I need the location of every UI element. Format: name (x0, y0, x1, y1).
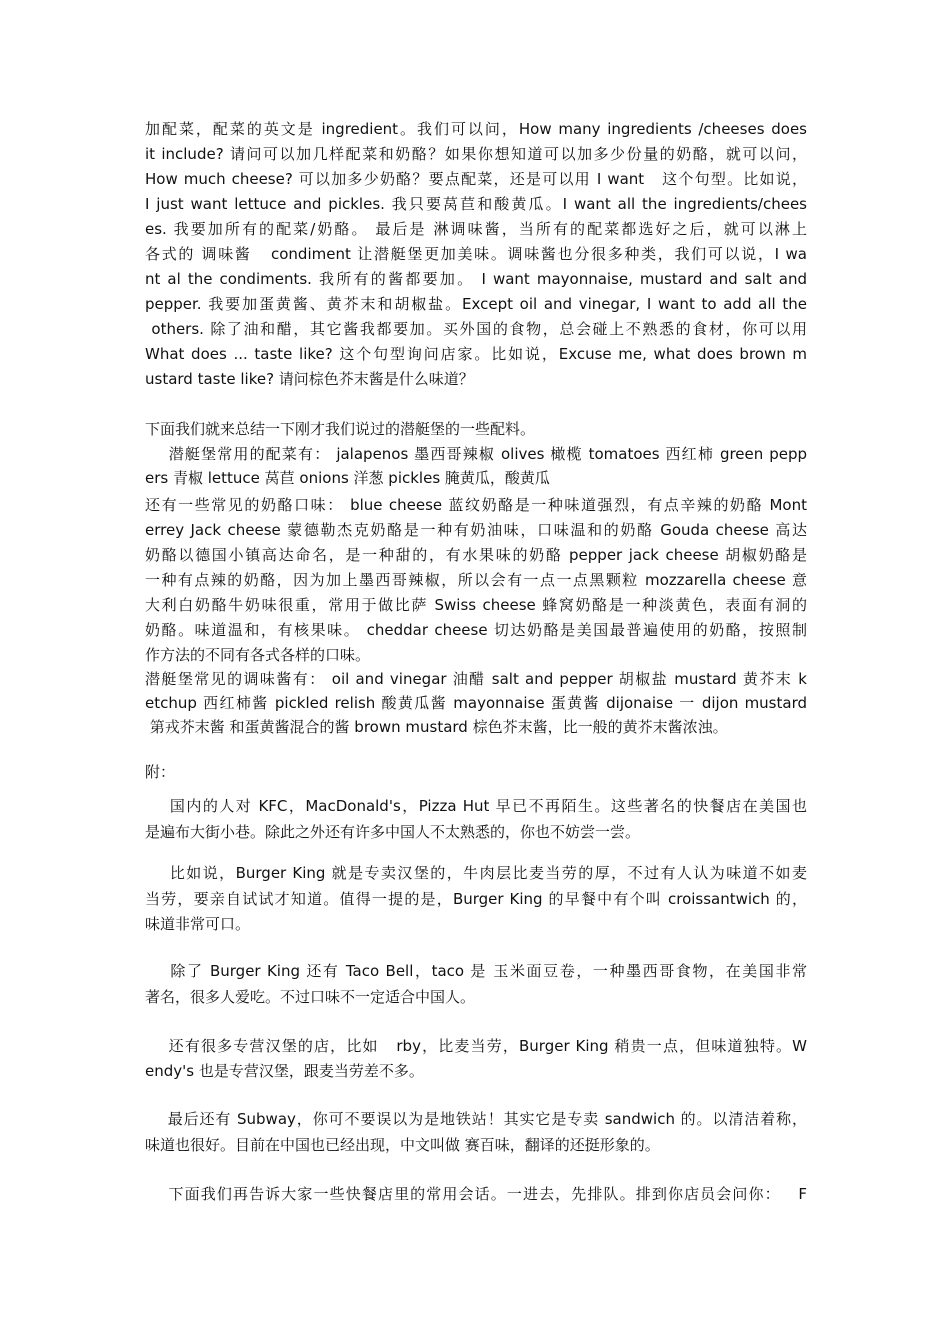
text-line: 潜艇堡常用的配菜有： jalapenos 墨西哥辣椒 olives 橄榄 tomatoes 西红柿 green pepp (145, 445, 807, 463)
text-line: 味道也很好。目前在中国也已经出现，中文叫做 赛百味，翻译的还挺形象的。 (145, 1136, 660, 1154)
text-line: 大利白奶酪牛奶味很重，常用于做比萨 Swiss cheese 蜂窝奶酪是一种淡黄色，表面有洞的 (145, 596, 807, 614)
text-line: 除了 Burger King 还有 Taco Bell，taco 是 玉米面豆卷，一种墨西哥食物，在美国非常 (145, 962, 807, 980)
text-line: it include? 请问可以加几样配菜和奶酪？如果你想知道可以加多少份量的奶酪，就可以问， (145, 145, 807, 163)
text-line: pepper. 我要加蛋黄酱、黄芥末和胡椒盐。Except oil and vinegar, I want to add all the (145, 295, 807, 313)
text-line: What does ... taste like? 这个句型询问店家。比如说，Excuse me, what does brown m (145, 345, 807, 363)
text-line: 比如说，Burger King 就是专卖汉堡的，牛肉层比麦当劳的厚，不过有人认为味道不如麦 (145, 864, 807, 882)
text-line: endy's 也是专营汉堡，跟麦当劳差不多。 (145, 1062, 424, 1080)
text-line: errey Jack cheese 蒙德勒杰克奶酪是一种有奶油味，口味温和的奶酪 Gouda cheese 高达 (145, 521, 807, 539)
text-line: ers 青椒 lettuce 莴苣 onions 洋葱 pickles 腌黄瓜，酸黄瓜 (145, 469, 550, 487)
text-line: 下面我们再告诉大家一些快餐店里的常用会话。一进去，先排队。排到你店员会问你： F (145, 1185, 807, 1203)
text-line: es. 我要加所有的配菜/奶酪。 最后是 淋调味酱，当所有的配菜都选好之后，就可以淋上 (145, 220, 807, 238)
text-line: 下面我们就来总结一下刚才我们说过的潜艇堡的一些配料。 (145, 420, 536, 438)
text-line: 还有一些常见的奶酪口味： blue cheese 蓝纹奶酪是一种味道强烈，有点辛辣的奶酪 Mont (145, 496, 807, 514)
text-line: 是遍布大街小巷。除此之外还有许多中国人不太熟悉的，你也不妨尝一尝。 (145, 823, 641, 841)
text-line: 奶酪以德国小镇高达命名，是一种甜的，有水果味的奶酪 pepper jack cheese 胡椒奶酪是 (145, 546, 807, 564)
text-line: I just want lettuce and pickles. 我只要莴苣和酸黄瓜。I want all the ingredients/chees (145, 195, 807, 213)
text-line: 奶酪。味道温和，有核果味。 cheddar cheese 切达奶酪是美国最普遍使用的奶酪，按照制 (145, 621, 807, 639)
text-line: 附： (145, 763, 176, 781)
text-line: etchup 西红柿酱 pickled relish 酸黄瓜酱 mayonnaise 蛋黄酱 dijonaise 一 dijon mustard (145, 694, 807, 712)
text-line: 当劳，要亲自试试才知道。值得一提的是，Burger King 的早餐中有个叫 croissantwich 的， (145, 890, 807, 908)
text-line: ustard taste like? 请问棕色芥末酱是什么味道？ (145, 370, 474, 388)
text-line: nt al the condiments. 我所有的酱都要加。 I want mayonnaise, mustard and salt and (145, 270, 807, 288)
text-line: 还有很多专营汉堡的店，比如 rby，比麦当劳，Burger King 稍贵一点，但味道独特。W (145, 1037, 807, 1055)
text-line: How much cheese? 可以加多少奶酪？要点配菜，还是可以用 I want 这个句型。比如说， (145, 170, 807, 188)
text-line: 潜艇堡常见的调味酱有： oil and vinegar 油醋 salt and pepper 胡椒盐 mustard 黄芥末 k (145, 670, 807, 688)
text-line: 加配菜，配菜的英文是 ingredient。我们可以问，How many ingredients /cheeses does (145, 120, 807, 138)
text-line: 各式的 调味酱 condiment 让潜艇堡更加美味。调味酱也分很多种类，我们可以说，I wa (145, 245, 807, 263)
text-line: 味道非常可口。 (145, 915, 251, 933)
text-line: 国内的人对 KFC，MacDonald's，Pizza Hut 早已不再陌生。这些著名的快餐店在美国也 (145, 797, 807, 815)
text-line: others. 除了油和醋，其它酱我都要加。买外国的食物，总会碰上不熟悉的食材，你可以用 (145, 320, 807, 338)
text-line: 一种有点辣的奶酪，因为加上墨西哥辣椒，所以会有一点一点黑颗粒 mozzarella cheese 意 (145, 571, 807, 589)
text-line: 著名，很多人爱吃。不过口味不一定适合中国人。 (145, 988, 476, 1006)
text-line: 第戎芥末酱 和蛋黄酱混合的酱 brown mustard 棕色芥末酱，比一般的黄芥末酱浓浊。 (145, 718, 728, 736)
text-line: 作方法的不同有各式各样的口味。 (145, 646, 371, 664)
text-line: 最后还有 Subway，你可不要误以为是地铁站！其实它是专卖 sandwich 的。以清洁着称， (145, 1110, 807, 1128)
